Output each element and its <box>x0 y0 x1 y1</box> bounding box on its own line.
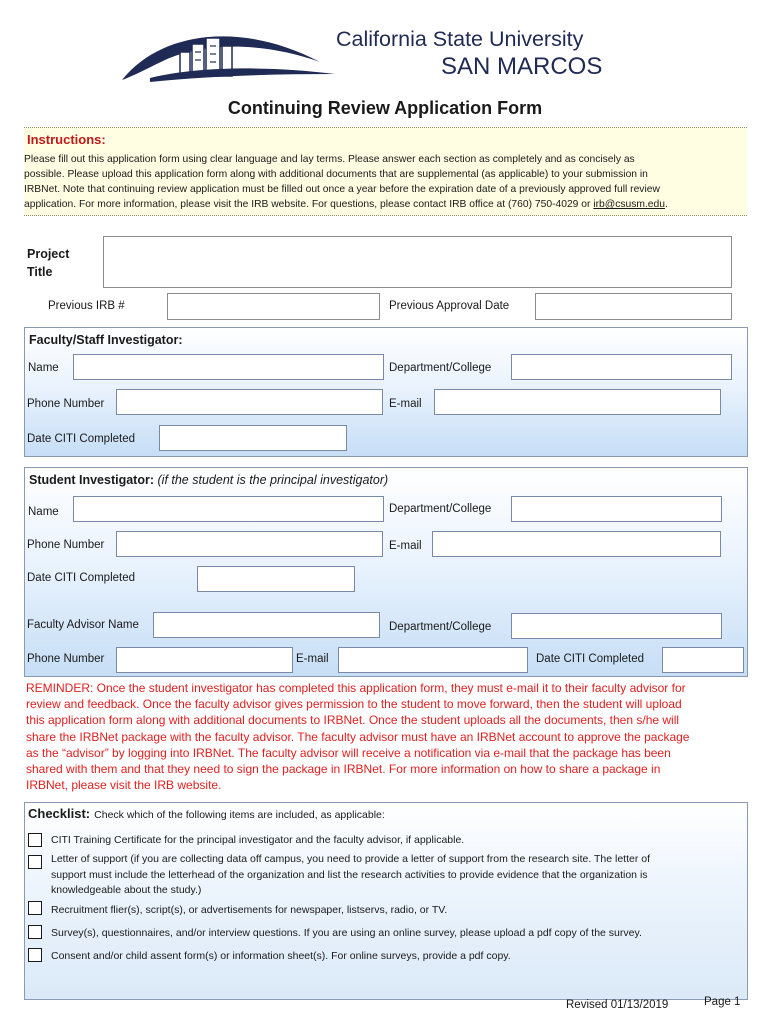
faculty-citi-date-input[interactable] <box>159 425 347 451</box>
revision-date: Revised 01/13/2019 <box>566 999 669 1011</box>
faculty-phone-label: Phone Number <box>27 398 105 410</box>
checklist-item-surveys: Survey(s), questionnaires, and/or interview questions. If you are using an online survey, please upload a pdf copy of the survey. <box>51 927 642 939</box>
page-number: Page 1 <box>704 996 741 1008</box>
faculty-advisor-citi-date-label: Date CITI Completed <box>536 653 645 665</box>
faculty-name-label: Name <box>28 362 59 374</box>
student-citi-date-label: Date CITI Completed <box>27 572 136 584</box>
instructions-text <box>24 152 748 212</box>
campus-name: SAN MARCOS <box>441 53 603 80</box>
student-department-label: Department/College <box>389 503 492 515</box>
checklist-checkbox-recruitment[interactable] <box>28 901 42 915</box>
faculty-department-input[interactable] <box>511 354 732 380</box>
reminder-line: review and feedback. Once the faculty advisor gives permission to the student to move forward, then the student will upload <box>26 697 682 712</box>
checklist-checkbox-consent[interactable] <box>28 948 42 962</box>
faculty-email-input[interactable] <box>434 389 721 415</box>
checklist-item-recruitment: Recruitment flier(s), script(s), or advertisements for newspaper, listservs, radio, or TV. <box>51 904 448 916</box>
faculty-advisor-email-input[interactable] <box>338 647 528 673</box>
previous-approval-date-input[interactable] <box>535 293 732 320</box>
faculty-citi-date-label: Date CITI Completed <box>27 433 136 445</box>
student-name-input[interactable] <box>73 496 384 522</box>
csusm-logo-icon <box>120 22 340 84</box>
previous-irb-input[interactable] <box>167 293 380 320</box>
faculty-email-label: E-mail <box>389 398 422 410</box>
student-department-input[interactable] <box>511 496 722 522</box>
reminder-line: as the “advisor” by logging into IRBNet. The faculty advisor will receive a notification via e-mail that the package has been <box>26 745 671 760</box>
checklist-checkbox-citi[interactable] <box>28 833 42 847</box>
checklist-checkbox-letter-of-support[interactable] <box>28 855 42 869</box>
faculty-name-input[interactable] <box>73 354 384 380</box>
irb-email-link[interactable]: irb@csusm.edu <box>593 199 665 210</box>
previous-irb-label: Previous IRB # <box>48 300 125 312</box>
faculty-advisor-email-label: E-mail <box>296 653 329 665</box>
student-name-label: Name <box>28 506 59 518</box>
student-phone-input[interactable] <box>116 531 383 557</box>
reminder-text <box>26 680 746 793</box>
checklist-checkbox-surveys[interactable] <box>28 925 42 939</box>
instructions-line: application. For more information, please visit the IRB website. For questions, please contact IRB office at (760) 750-4029 or irb@csusm.edu. <box>24 199 668 210</box>
faculty-investigator-heading: Faculty/Staff Investigator: <box>29 333 183 347</box>
previous-approval-date-label: Previous Approval Date <box>389 300 510 312</box>
student-phone-label: Phone Number <box>27 539 105 551</box>
university-name: California State University <box>336 27 584 51</box>
checklist-item-consent: Consent and/or child assent form(s) or information sheet(s). For online surveys, provide a pdf copy. <box>51 950 511 962</box>
faculty-advisor-name-input[interactable] <box>153 612 380 638</box>
faculty-advisor-department-label: Department/College <box>389 621 492 633</box>
instructions-line: possible. Please upload this application form along with additional documents that are supplemental (as applicable) to your submission in <box>24 169 648 180</box>
faculty-department-label: Department/College <box>389 362 492 374</box>
reminder-line: shared with them and that they need to sign the package in IRBNet. For more information on how to share a package in <box>26 762 661 777</box>
checklist-item-letter-of-support: Letter of support (if you are collecting data off campus, you need to provide a letter of support from the research site. The letter of support must include the letterhead of the organization and list the research activities to provide evidence that the organization is knowledgeable about the study.) <box>51 853 651 896</box>
reminder-line: this application form along with additional documents to IRBNet. Once the student uploads all the documents, then s/he will <box>26 713 680 728</box>
instructions-line: IRBNet. Note that continuing review application must be filled out once a year before the expiration date of a previously approved full review <box>24 184 660 195</box>
checklist-item-citi: CITI Training Certificate for the principal investigator and the faculty advisor, if applicable. <box>51 834 465 846</box>
checklist-section <box>24 802 748 1000</box>
instructions-line: Please fill out this application form using clear language and lay terms. Please answer each section as completely and as concisely as <box>24 154 635 165</box>
faculty-advisor-name-label: Faculty Advisor Name <box>27 619 139 631</box>
faculty-advisor-department-input[interactable] <box>511 613 722 639</box>
checklist-heading: Checklist: Check which of the following items are included, as applicable: <box>28 806 385 821</box>
student-email-input[interactable] <box>432 531 721 557</box>
student-investigator-heading: Student Investigator: (if the student is the principal investigator) <box>29 473 389 487</box>
reminder-line: IRBNet, please visit the IRB website. <box>26 778 222 793</box>
reminder-line: REMINDER: Once the student investigator has completed this application form, they must e-mail it to their faculty advisor for <box>26 681 686 695</box>
faculty-advisor-phone-input[interactable] <box>116 647 293 673</box>
project-title-label: Project Title <box>27 247 70 279</box>
instructions-heading: Instructions: <box>27 132 106 147</box>
faculty-phone-input[interactable] <box>116 389 383 415</box>
faculty-advisor-phone-label: Phone Number <box>27 653 105 665</box>
student-citi-date-input[interactable] <box>197 566 355 592</box>
project-title-input[interactable] <box>103 236 732 288</box>
page-title: Continuing Review Application Form <box>227 98 543 118</box>
reminder-line: share the IRBNet package with the faculty advisor. The faculty advisor must have an IRBNet account to approve the package <box>26 729 690 744</box>
student-email-label: E-mail <box>389 540 422 552</box>
faculty-advisor-citi-date-input[interactable] <box>662 647 744 673</box>
